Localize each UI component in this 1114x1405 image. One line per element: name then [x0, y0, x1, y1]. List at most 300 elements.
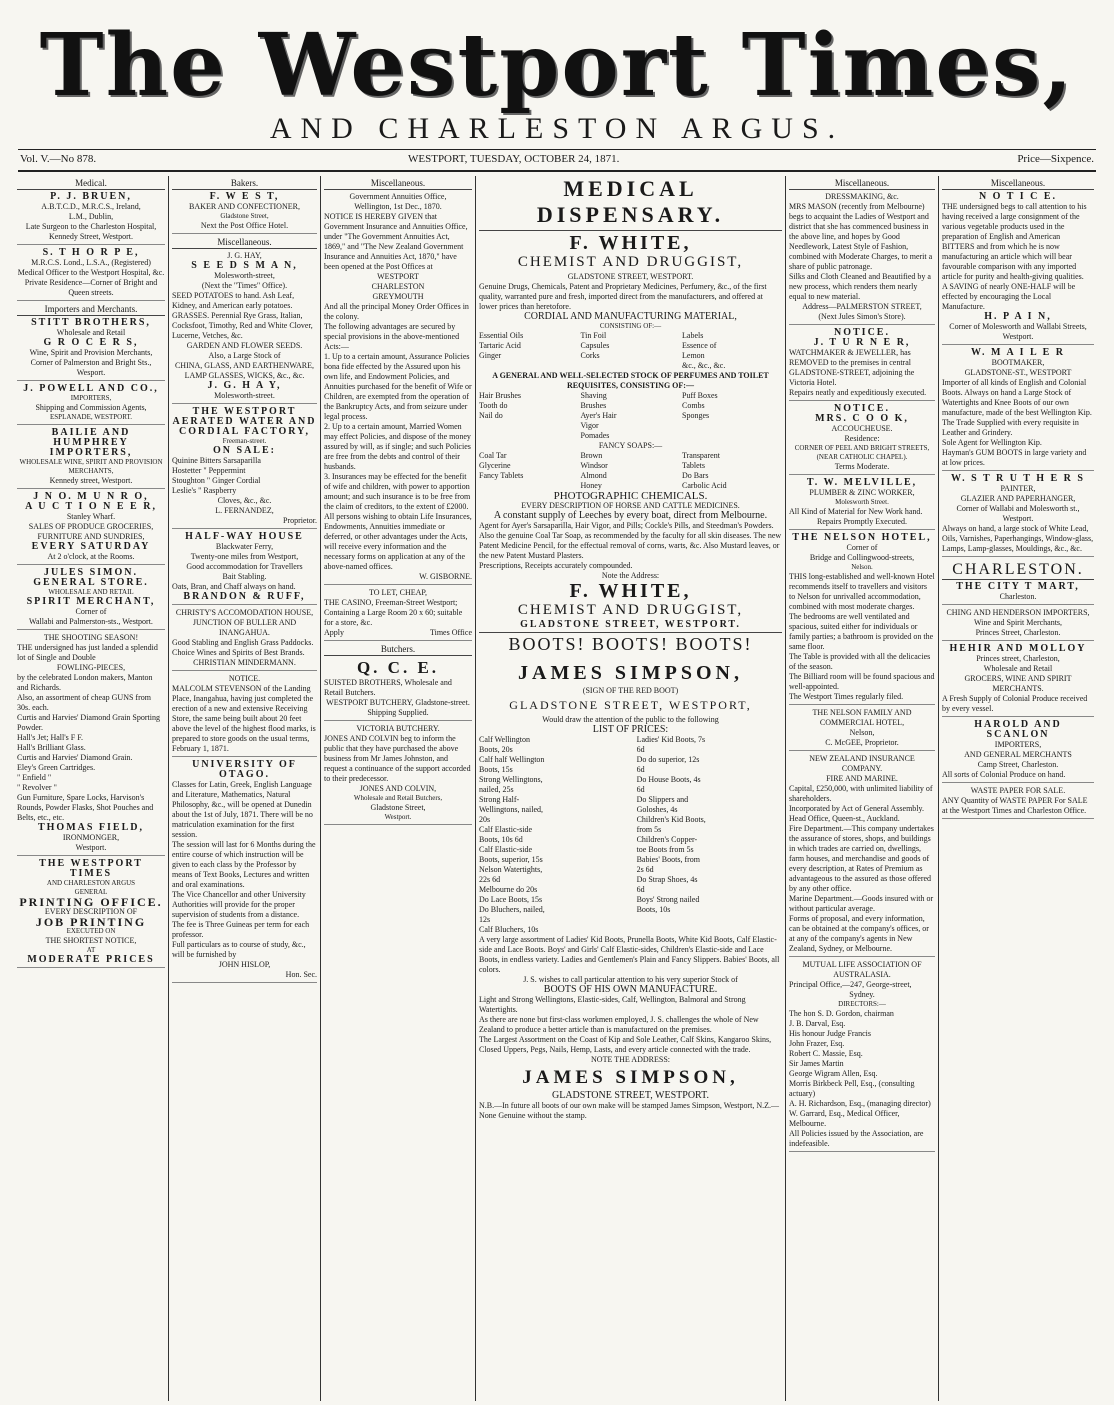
- advert-line: BRANDON & RUFF,: [183, 591, 306, 602]
- advert-line: Repairs Promptly Executed.: [817, 517, 907, 526]
- section-heading: Bakers.: [172, 178, 317, 190]
- section-heading: Miscellaneous.: [324, 178, 472, 190]
- advert-line: Westport.: [75, 843, 107, 852]
- director-item: The hon S. D. Gordon, chairman: [789, 1009, 894, 1018]
- advert-line: PLUMBER & ZINC WORKER,: [809, 488, 915, 497]
- column-4: [476, 176, 785, 1401]
- price-item: Calf Bluchers, 10s: [479, 925, 539, 934]
- advert-line: Address—PALMERSTON STREET,: [802, 302, 922, 311]
- list-item: Essence of Lemon: [682, 341, 717, 360]
- advert-west: [172, 192, 317, 234]
- advert-ching-henderson: [942, 608, 1094, 641]
- advert-melville: [789, 478, 935, 530]
- advert-line: Good Stabling and English Grass Paddocks.: [172, 638, 314, 647]
- advert-heading: THE NELSON HOTEL,: [792, 532, 932, 543]
- advert-line: Corner of: [846, 543, 878, 552]
- advert-line: Eley's Green Cartridges.: [17, 763, 96, 772]
- list-heading: FANCY SOAPS:—: [598, 441, 663, 450]
- advert-stitt: [17, 318, 165, 381]
- advert-body: A very large assortment of Ladies' Kid Boots, Prunella Boots, White Kid Boots, Calf Elastic-side and Lace Boots. Boys' and Girls' Calf Elastic-sides, Children's Elastic-side and Lace Boots, in endless variety. Ladies and Gentlemen's Plain and Fancy Slippers. Babies' Boots, all colors.: [479, 935, 780, 974]
- advert-line: by the celebrated London makers, Manton and Richards.: [17, 673, 153, 692]
- column-6: [939, 176, 1097, 1401]
- advert-line: Terms Moderate.: [834, 462, 890, 471]
- list-item: Capsules: [580, 341, 610, 350]
- advert-line: GRASSES. Perennial Rye Grass, Italian, Cocksfoot, Timothy, Red and White Clover, Lucerne, Vetches, &c.: [172, 311, 313, 340]
- advert-name: P. J. BRUEN,: [50, 191, 132, 202]
- advert-shooting: [17, 633, 165, 856]
- advert-line: Wellington, 1st Dec., 1870.: [354, 202, 442, 211]
- section-heading: Butchers.: [324, 644, 472, 656]
- advert-line: FIRE AND MARINE.: [826, 774, 898, 783]
- price-item: Do Bluchers, nailed, 12s: [479, 905, 545, 924]
- price-item: Children's Copper-toe Boots from 5s: [636, 835, 698, 854]
- advert-body: Sole Agent for Wellington Kip.: [942, 438, 1042, 447]
- price-list: [479, 735, 782, 935]
- advert-pain-bitters: [942, 192, 1094, 345]
- advert-line: Curtis and Harvies' Diamond Grain Sporting Powder.: [17, 713, 160, 732]
- price-item: Babies' Boots, from 2s 6d: [636, 855, 700, 874]
- advert-line: IRONMONGER,: [62, 833, 120, 842]
- advert-heading: WASTE PAPER FOR SALE.: [970, 786, 1066, 795]
- advert-line: Shipping and Commission Agents,: [35, 403, 147, 412]
- advert-heading: UNIVERSITY OF OTAGO.: [192, 759, 297, 780]
- advert-body: The fee is Three Guineas per term for each professor.: [172, 920, 310, 939]
- advert-line: EVERY SATURDAY: [31, 541, 151, 552]
- advert-body: Capital, £250,000, with unlimited liability of shareholders.: [789, 784, 933, 803]
- director-item: John Frazer, Esq.: [789, 1039, 845, 1048]
- advert-signature: H. P A I N,: [984, 311, 1052, 322]
- section-heading: Miscellaneous.: [172, 237, 317, 249]
- advert-line: Molesworth-street.: [214, 391, 275, 400]
- advert-line: Gladstone Street,: [370, 803, 426, 812]
- advert-printing-office: [17, 859, 165, 968]
- advert-line: Next the Post Office Hotel.: [200, 221, 289, 230]
- list-item: Hair Brushes: [479, 391, 521, 400]
- advert-line: L. FERNANDEZ,: [215, 506, 274, 515]
- advert-line: Westport.: [384, 813, 412, 821]
- advert-struthers: [942, 474, 1094, 557]
- column-1: [14, 176, 168, 1401]
- list-item: Fancy Tablets: [479, 471, 524, 480]
- divider: [479, 632, 782, 633]
- advert-line: THE SHORTEST NOTICE,: [45, 936, 137, 945]
- advert-line: GLAZIER AND PAPERHANGER,: [960, 494, 1076, 503]
- advert-body: Agent for Ayer's Sarsaparilla, Hair Vigor, and Pills; Cockle's Pills, and Steedman's Powders. Also the genuine Coal Tar Soap, as recommended by the faculty for all skin diseases. The new Patent Medicine Pencil, for the effectual removal of corns, warts, &c. Also Mustard leaves, or the new Patent Mustard Plasters.: [479, 521, 782, 560]
- list-item: Glycerine: [479, 461, 511, 470]
- advert-line: Times Office: [430, 628, 472, 637]
- advert-body: MRS MASON (recently from Melbourne) begs to acquaint the Ladies of Westport and district that she has commenced business in the above line, and hopes by Good Needlework, Latest Style of Fashion, combined with Moderate Charges, to merit a share of public patronage.: [789, 202, 933, 271]
- advert-line: ESPLANADE, WESTPORT.: [50, 413, 132, 421]
- advert-line: Curtis and Harvies' Diamond Grain.: [17, 753, 133, 762]
- advert-heading: VICTORIA BUTCHERY.: [356, 724, 440, 733]
- advert-line: Stoughton " Ginger Cordial: [172, 476, 261, 485]
- advert-body: Repairs neatly and expeditiously executed.: [789, 388, 927, 397]
- section-heading: Medical.: [17, 178, 165, 190]
- advert-government-annuities: [324, 192, 472, 585]
- price-item: Nelson Watertights, 22s 6d: [479, 865, 543, 884]
- advert-line: SEED POTATOES to hand. Ash Leaf, Kidney, and American early potatoes.: [172, 291, 295, 310]
- advert-name: F. W E S T,: [209, 191, 280, 202]
- advert-body: JONES AND COLVIN beg to inform the public that they have purchased the above business from Mr James Johnston, and request a continuance of the support accorded to their predecessor.: [324, 734, 471, 783]
- advert-name: J. T U R N E R,: [813, 337, 911, 348]
- advert-line: Hall's Jet; Hall's F F.: [17, 733, 84, 742]
- advert-harold-scanlon: [942, 720, 1094, 783]
- list-heading: PHOTOGRAPHIC CHEMICALS.: [553, 490, 708, 502]
- issue-date: WESTPORT, TUESDAY, OCTOBER 24, 1871.: [408, 153, 620, 165]
- advert-signature: JONES AND COLVIN,: [359, 784, 437, 793]
- advert-line: PAINTER,: [1000, 484, 1036, 493]
- advert-line: Nelson,: [849, 728, 875, 737]
- advert-line: Freeman-street.: [222, 437, 267, 445]
- advert-nelson-hotel: [789, 533, 935, 705]
- price-item: Calf Elastic-side Boots, superior, 15s: [479, 845, 543, 864]
- section-heading: Miscellaneous.: [942, 178, 1094, 190]
- advert-line: Would draw the attention of the public to the following: [542, 715, 719, 724]
- advert-body: Hayman's GUM BOOTS in large variety and at low prices.: [942, 448, 1087, 467]
- advert-line: All Policies issued by the Association, are indefeasible.: [789, 1129, 924, 1148]
- price-item: Calf Wellington Boots, 20s: [479, 735, 530, 754]
- advert-body: WATCHMAKER & JEWELLER, has REMOVED to the premises in central GLADSTONE-STREET, adjoining the Victoria Hotel.: [789, 348, 915, 387]
- list-item: Tin Foil: [580, 331, 607, 340]
- price-item: Do Strap Shoes, 4s 6d: [636, 875, 698, 894]
- advert-body: The Billiard room will be found spacious and well-appointed.: [789, 672, 935, 691]
- advert-line: A U C T I O N E E R,: [25, 501, 157, 512]
- advert-line: (SIGN OF THE RED BOOT): [582, 686, 679, 695]
- list-column: [581, 451, 681, 491]
- advert-line: Corner of: [75, 607, 107, 616]
- advert-body: Light and Strong Wellingtons, Elastic-sides, Calf, Wellington, Balmoral and Strong Watertights.: [479, 995, 746, 1014]
- advert-line: W. Garrard, Esq., Medical Officer, Melbourne.: [789, 1109, 900, 1128]
- advert-heading: N O T I C E.: [978, 191, 1058, 202]
- advert-name: HEHIR AND MOLLOY: [949, 643, 1087, 654]
- price-item: Boys' Strong nailed Boots, 10s: [636, 895, 700, 914]
- advert-line: M.R.C.S. Lond., L.S.A., (Registered): [31, 258, 151, 267]
- advert-halfway-house: [172, 532, 317, 605]
- advert-name: S. T H O R P E,: [42, 247, 140, 258]
- list-item: Honey: [580, 481, 602, 490]
- advert-line: Stanley Wharf.: [66, 512, 116, 521]
- list-item: &c., &c., &c.: [682, 361, 726, 370]
- advert-body: Always on hand, a large stock of White Lead, Oils, Varnishes, Paperhangings, Window-glass, Lamps, Lamp-glasses, Mouldings, &c., &c.: [942, 524, 1094, 553]
- director-item: Morris Birkbeck Pell, Esq., (consulting actuary): [789, 1079, 915, 1098]
- advert-line: AT: [86, 946, 96, 954]
- advert-name: W. M A I L E R: [970, 347, 1066, 358]
- column-5: [786, 176, 938, 1401]
- advert-line: [324, 628, 472, 638]
- advert-line: J. S. wishes to call particular attention to his very superior Stock of: [523, 975, 738, 984]
- advert-body: 2. Up to a certain amount, Married Women may effect Policies, and dispose of the money assured by will, as if single; and such Policies are free from the debts and control of their husbands.: [324, 422, 471, 471]
- advert-body: The following advantages are secured by special provisions in the above-mentioned Acts:—: [324, 322, 460, 351]
- price-column: [479, 735, 624, 935]
- director-item: Robert C. Massie, Esq.: [789, 1049, 863, 1058]
- list-item: Labels: [682, 331, 704, 340]
- advert-line: Hostetter " Peppermint: [172, 466, 246, 475]
- advert-name: JULES SIMON.: [43, 567, 138, 578]
- list-item: Pomades: [580, 431, 610, 440]
- advert-line: FOWLING-PIECES,: [56, 663, 126, 672]
- advert-line: CHINA, GLASS, AND EARTHENWARE, LAMP GLASSES, WICKS, &c., &c.: [174, 361, 315, 380]
- advert-line: Corner of Wallabi and Molesworth st., Westport.: [956, 504, 1080, 523]
- list-item: Puff Boxes: [682, 391, 718, 400]
- advert-name: J. G. HAY,: [227, 251, 262, 260]
- advert-body: Head Office, Queen-st., Auckland.: [789, 814, 900, 823]
- advert-line: Principal Office,—247, George-street,: [789, 980, 912, 989]
- advert-line: GLADSTONE STREET, WESTPORT.: [552, 1090, 709, 1101]
- advert-line: Twenty-one miles from Westport,: [190, 552, 299, 561]
- list-column: [581, 391, 681, 441]
- advert-line: Proprietor.: [283, 516, 317, 525]
- advert-line: Residence:: [844, 434, 880, 443]
- simpson-name: JAMES SIMPSON,: [522, 1067, 739, 1088]
- advert-body: The Vice Chancellor and other University Authorities will provide for the proper supervision of students from a distance.: [172, 890, 306, 919]
- list-item: Tartaric Acid: [479, 341, 521, 350]
- advert-body: Importer of all kinds of English and Colonial Boots. Always on hand a Large Stock of Watertights and Knee Boots of our own manufacture, made of the best Wellington Kip.: [942, 378, 1092, 417]
- advert-heading: THE WESTPORT TIMES: [39, 858, 143, 879]
- advert-line: Bridge and Collingwood-streets,: [809, 553, 915, 562]
- list-column: [682, 331, 782, 371]
- advert-body: N.B.—In future all boots of our own make will be stamped James Simpson, Westport, N.Z.—None Genuine without the stamp.: [479, 1101, 780, 1120]
- advert-line: Quinine Bitters Sarsaparilla: [172, 456, 261, 465]
- boots-heading: BOOTS! BOOTS! BOOTS!: [508, 634, 753, 654]
- advert-name: J. POWELL AND CO.,: [23, 383, 159, 394]
- advert-name: J N O. M U N R O,: [33, 491, 149, 502]
- advert-signature: THOMAS FIELD,: [37, 822, 144, 833]
- advert-body: THE undersigned begs to call attention to his having received a large consignment of the various vegetable products used in the preparation of English and American BITTERS and from which he is now manufacturing an article which will bear favourable comparison with any imported article for purity and health-giving qualities.: [942, 202, 1087, 281]
- advert-line: DIRECTORS:—: [838, 1000, 886, 1008]
- advert-line: AND GENERAL MERCHANTS: [964, 750, 1072, 759]
- advert-line: Bait Stabling.: [222, 572, 267, 581]
- advert-line: Camp Street, Charleston.: [977, 760, 1059, 769]
- advert-line: WHOLESALE AND RETAIL: [48, 588, 134, 596]
- advert-line: Princes street, Charleston,: [976, 654, 1060, 663]
- price-item: Do House Boots, 4s 6d: [636, 775, 701, 794]
- advert-body: Marine Department.—Goods insured with or without particular average.: [789, 894, 934, 913]
- advert-line: CHRISTIAN MINDERMANN.: [193, 658, 296, 667]
- advert-heading: DRESSMAKING, &c.: [825, 192, 899, 201]
- advert-line: Note the Address:: [601, 571, 660, 580]
- advert-body: THIS long-established and well-known Hotel recommends itself to travellers and visitors to Nelson for unrivalled accommodation, combined with most moderate charges.: [789, 572, 935, 611]
- advert-line: Good accommodation for Travellers: [186, 562, 303, 571]
- advert-name: THE CITY T MART,: [956, 581, 1080, 592]
- advert-hay: [172, 251, 317, 404]
- advert-line: " Revolver ": [17, 783, 57, 792]
- price-item: Do Lace Boots, 15s: [479, 895, 543, 904]
- advert-line: Hon. Sec.: [285, 970, 317, 979]
- advert-line: Medical Officer to the Westport Hospital, &c.: [17, 268, 165, 277]
- column-2: [169, 176, 320, 1401]
- advert-body: The bedrooms are well ventilated and spacious, suited either for individuals or family parties; a bathroom is provided on the same floor.: [789, 612, 934, 651]
- list-item: Ginger: [479, 351, 502, 360]
- column-3: [321, 176, 475, 1401]
- advert-line: CHARLESTON: [371, 282, 425, 291]
- chemist-address: GLADSTONE STREET, WESTPORT.: [567, 272, 694, 281]
- advert-mutual-life: [789, 960, 935, 1152]
- advert-line: GARDEN AND FLOWER SEEDS.: [186, 341, 303, 350]
- advert-line: Wallabi and Palmerston-sts., Westport.: [29, 617, 153, 626]
- price-item: Ladies' Kid Boots, 7s 6d: [636, 735, 706, 754]
- advert-line: IMPORTERS,: [994, 740, 1042, 749]
- list-item: Coal Tar: [479, 451, 507, 460]
- chemist-trade: CHEMIST AND DRUGGIST,: [517, 254, 744, 270]
- advert-line: MERCHANTS.: [992, 684, 1044, 693]
- advert-body: The session will last for 6 Months during the entire course of which instruction will be given to each class by the Professor by means of Text Books, Lectures and written and oral examinations.: [172, 840, 316, 889]
- advert-signature: JOHN HISLOP,: [218, 960, 271, 969]
- advert-line: Oats, Bran, and Chaff always on hand.: [172, 582, 296, 591]
- dispensary-heading: MEDICAL DISPENSARY.: [536, 176, 725, 227]
- list-item: Tooth do: [479, 401, 508, 410]
- advert-heading: HALF-WAY HOUSE: [185, 531, 304, 542]
- advert-line: All sorts of Colonial Produce on hand.: [942, 770, 1066, 779]
- advert-body: Fire Department.—This company undertakes the assurance of stores, shops, and buildings in which trades are carried on, dwellings, farm houses, and merchandise and goods of every description, at Rates of Premium as advantageous to the assured as those offered by any other office.: [789, 824, 934, 893]
- advert-body: Incorporated by Act of General Assembly.: [789, 804, 924, 813]
- section-heading: Importers and Merchants.: [17, 304, 165, 316]
- advert-line: GENERAL: [74, 888, 108, 896]
- list-heading: CORDIAL AND MANUFACTURING MATERIAL,: [524, 311, 737, 322]
- advert-line: Corner of Palmerston and Bright Sts., Wesport.: [30, 358, 152, 377]
- advert-line: (Next Jules Simon's Store).: [818, 312, 906, 321]
- advert-line: EVERY DESCRIPTION OF HORSE AND CATTLE MEDICINES.: [521, 501, 740, 510]
- advert-qce: [324, 658, 472, 721]
- advert-line: Kennedy Street, Westport.: [48, 232, 134, 241]
- charleston-heading: CHARLESTON.: [942, 560, 1094, 580]
- advert-line: Wholesale and Retail Butchers,: [353, 794, 443, 802]
- advert-line: " Enfield ": [17, 773, 52, 782]
- advert-turner: [789, 328, 935, 401]
- advert-name: BAILIE AND HUMPHREY IMPORTERS,: [49, 427, 133, 458]
- product-list: [479, 331, 782, 371]
- chemist-address: GLADSTONE STREET, WESTPORT.: [520, 619, 741, 630]
- advert-munro: [17, 492, 165, 565]
- divider: [479, 230, 782, 231]
- advert-baillie: [17, 428, 165, 489]
- advert-line: EXECUTED ON: [66, 927, 116, 935]
- advert-line: GREYMOUTH: [372, 292, 424, 301]
- advert-line: Sydney.: [849, 990, 875, 999]
- advert-cook: [789, 404, 935, 475]
- advert-mailer: [942, 348, 1094, 471]
- advert-christys: [172, 608, 317, 671]
- advert-body: The Table is provided with all the delicacies of the season.: [789, 652, 931, 671]
- list-item: Brown Windsor: [580, 451, 608, 470]
- advert-body: Classes for Latin, Greek, English Language and Literature, Mathematics, Natural Philosophy, &c., will be opened at Dunedin about the 1st of July, 1871. There will be no matriculation examination for the first session.: [172, 780, 313, 839]
- advert-line: (Next the "Times" Office).: [201, 281, 288, 290]
- list-column: [479, 391, 579, 441]
- volume-number: Vol. V.—No 878.: [20, 153, 97, 165]
- list-item: Corks: [580, 351, 600, 360]
- list-heading: LIST OF PRICES:: [592, 724, 669, 735]
- advert-heading: MUTUAL LIFE ASSOCIATION OF AUSTRALASIA.: [802, 960, 922, 979]
- advert-line: CORNER OF PEEL AND BRIGHT STREETS,: [794, 444, 930, 452]
- advert-line: S E E D S M A N,: [191, 260, 298, 271]
- newspaper-title: The Westport Times,: [39, 15, 1075, 116]
- advert-line: BAKER AND CONFECTIONER,: [189, 202, 300, 211]
- advert-thorpe: [17, 248, 165, 301]
- advert-body: THE CASINO, Freeman-Street Westport; Containing a Large Room 20 x 60; suitable for a store, &c.: [324, 598, 463, 627]
- chemist-name: F. WHITE,: [569, 232, 692, 254]
- advert-body: Prescriptions, Receipts accurately compounded.: [479, 561, 633, 570]
- advert-body: 3. Insurances may be effected for the benefit of wife and children, with power to apportion amount; and such insurance is to be free from the claim of creditors, to the extent of £2000.: [324, 472, 471, 511]
- advert-nz-insurance: [789, 754, 935, 957]
- advert-heading: NOTICE.: [834, 403, 890, 414]
- price-item: Do do superior, 12s 6d: [636, 755, 700, 774]
- advert-line: Corner of Molesworth and Wallabi Streets, Westport.: [949, 322, 1087, 341]
- advert-line: BOOTMAKER,: [991, 358, 1045, 367]
- chemist-trade: CHEMIST AND DRUGGIST,: [517, 602, 744, 618]
- list-column: [479, 331, 579, 371]
- advert-line: Charleston.: [999, 592, 1037, 601]
- advert-line: WESTPORT BUTCHERY, Gladstone-street.: [326, 698, 470, 707]
- advert-otago-university: [172, 760, 317, 983]
- advert-line: Wholesale and Retail: [983, 664, 1053, 673]
- price-item: Strong Wellingtons, nailed, 25s: [479, 775, 543, 794]
- list-item: Carbolic Acid: [682, 481, 727, 490]
- advert-line: GROCERS, WINE AND SPIRIT: [964, 674, 1072, 683]
- advert-line: (NEAR CATHOLIC CHAPEL).: [816, 453, 908, 461]
- masthead: [0, 0, 1114, 170]
- list-item: Essential Oils: [479, 331, 524, 340]
- price-item: Calf Elastic-side Boots, 10s 6d: [479, 825, 533, 844]
- advert-line: WHOLESALE WINE, SPIRIT AND PROVISION MERCHANTS,: [19, 458, 163, 475]
- list-item: Sponges: [682, 411, 710, 420]
- director-item: George Wigram Allen, Esq.: [789, 1069, 878, 1078]
- advert-name: CHING AND HENDERSON IMPORTERS,: [946, 608, 1090, 617]
- list-item: Nail do: [479, 411, 503, 420]
- advert-line: All Kind of Material for New Work hand.: [789, 507, 923, 516]
- advert-line: SPIRIT MERCHANT,: [26, 596, 156, 607]
- advert-line: Blackwater Ferry,: [215, 542, 274, 551]
- advert-line: A.B.T.C.D., M.R.C.S., Ireland,: [41, 202, 141, 211]
- price-item: Calf half Wellington Boots, 15s: [479, 755, 545, 774]
- advert-line: EVERY DESCRIPTION OF: [44, 907, 138, 916]
- advert-heading: THE WESTPORT AERATED WATER AND: [172, 406, 317, 427]
- list-item: Combs: [682, 401, 705, 410]
- list-item: Shaving Brushes: [580, 391, 607, 410]
- advert-line: At 2 o'clock, at the Rooms.: [47, 552, 135, 561]
- advert-line: GLADSTONE-ST., WESTPORT: [964, 368, 1072, 377]
- advert-body: The Westport Times regularly filed.: [789, 692, 904, 701]
- list-column: [682, 391, 782, 441]
- advert-name: T. W. MELVILLE,: [806, 477, 918, 488]
- advert-line: GENERAL STORE.: [33, 577, 149, 588]
- advert-line: Government Annuities Office,: [349, 192, 447, 201]
- advert-signature: W. GISBORNE.: [419, 572, 472, 581]
- price-item: Melbourne do 20s: [479, 885, 538, 894]
- product-list: [479, 451, 782, 491]
- director-item: J. B. Darval, Esq.: [789, 1019, 846, 1028]
- advert-body: A SAVING of nearly ONE-HALF will be effected by encouraging the Local Manufacture.: [942, 282, 1076, 311]
- list-column: [581, 331, 681, 371]
- advert-body: MALCOLM STEVENSON of the Landing Place, Inangahua, having just completed the erection of a new and extensive Receiving Store, the same being built about 20 feet above the level of the highest flood marks, is prepared to store goods on the usual terms, February 1, 1871.: [172, 684, 316, 753]
- advert-to-let: [324, 588, 472, 641]
- advert-stevenson-notice: [172, 674, 317, 757]
- advert-line: Gun Furniture, Spare Locks, Harvison's Rounds, Powder Flasks, Shot Pouches and Belts, etc., etc.: [17, 793, 154, 822]
- advert-name: HAROLD AND SCANLON: [974, 719, 1062, 740]
- advert-line: C. McGEE, Proprietor.: [825, 738, 899, 747]
- director-item: Sir James Martin: [789, 1059, 844, 1068]
- advert-line: Choice Wines and Spirits of Best Brands.: [172, 648, 305, 657]
- advert-line: NOTE THE ADDRESS:: [591, 1055, 670, 1064]
- director-item: A. H. Richardson, Esq., (managing director): [789, 1099, 931, 1108]
- advert-line: Private Residence—Corner of Bright and Queen streets.: [24, 278, 158, 297]
- advert-nelson-family-hotel: [789, 708, 935, 751]
- advert-line: Also, an assortment of cheap GUNS from 30s. each.: [17, 693, 151, 712]
- advert-line: A constant supply of Leeches by every boat, direct from Melbourne.: [493, 510, 768, 521]
- advert-name: MRS. C O O K,: [815, 413, 909, 424]
- advert-line: Nelson.: [851, 563, 873, 571]
- advert-line: J. G. H A Y,: [207, 380, 282, 391]
- advert-hehir-molloy: [942, 644, 1094, 717]
- advert-body: THE undersigned has just landed a splendid lot of Single and Double: [17, 643, 158, 662]
